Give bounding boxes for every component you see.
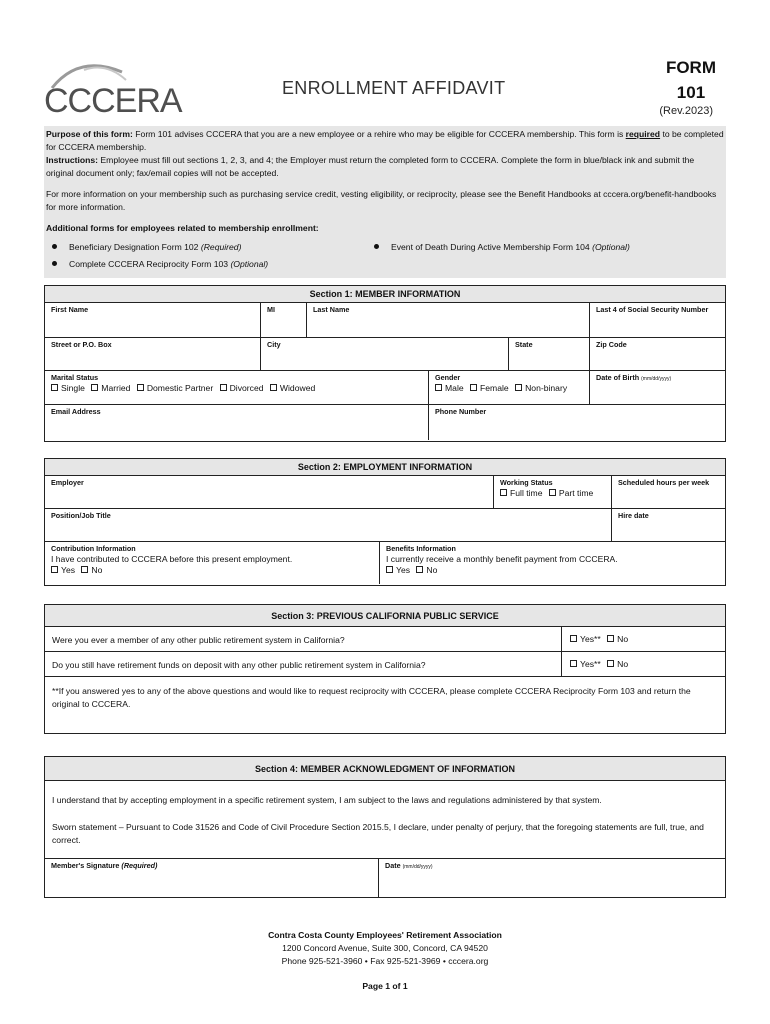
bullet-icon <box>52 261 57 266</box>
list-item: Beneficiary Designation Form 102 (Required) <box>52 241 241 254</box>
section-employment-information <box>44 458 726 586</box>
benefits-no-checkbox[interactable]: No <box>416 565 437 575</box>
mi-field[interactable]: MI <box>260 303 306 337</box>
list-item: Event of Death During Active Membership Form 104 (Optional) <box>374 241 630 254</box>
question-row <box>45 627 725 652</box>
gender-female-checkbox[interactable]: Female <box>470 383 509 393</box>
ssn-field[interactable]: Last 4 of Social Security Number <box>589 303 725 337</box>
benefits-yes-checkbox[interactable]: Yes <box>386 565 410 575</box>
gender-male-checkbox[interactable]: Male <box>435 383 464 393</box>
question-2-text: Do you still have retirement funds on deposit with any other public retirement system in California? <box>52 660 426 670</box>
member-row-status <box>45 371 725 405</box>
page-number: Page 1 of 1 <box>362 981 408 991</box>
phone-field[interactable]: Phone Number <box>428 405 725 440</box>
cccera-logo <box>44 58 182 120</box>
full-time-checkbox[interactable]: Full time <box>500 488 542 498</box>
footer-contact: Phone 925-521-3960 • Fax 925-521-3969 • cccera.org <box>281 956 489 966</box>
list-item: Complete CCCERA Reciprocity Form 103 (Optional) <box>52 258 268 271</box>
form-label: FORM <box>665 58 716 77</box>
logo-text: CCCERA <box>44 82 182 120</box>
section-member-information <box>44 285 726 442</box>
contribution-no-checkbox[interactable]: No <box>81 565 102 575</box>
q1-yes-checkbox[interactable]: Yes** <box>570 634 601 644</box>
footer-address: 1200 Concord Avenue, Suite 300, Concord, CA 94520 <box>282 943 488 953</box>
employer-field[interactable]: Employer <box>51 478 84 487</box>
page-header <box>0 0 770 125</box>
hours-field[interactable]: Scheduled hours per week <box>611 476 725 508</box>
part-time-checkbox[interactable]: Part time <box>549 488 593 498</box>
city-field[interactable]: City <box>260 338 508 370</box>
contribution-field: Contribution Information I have contributed to CCCERA before this present employment. Yes No <box>51 544 293 575</box>
purpose-paragraph <box>46 128 724 154</box>
page-title: ENROLLMENT AFFIDAVIT <box>282 78 506 98</box>
purpose-required: required <box>625 129 661 139</box>
dob-field[interactable]: Date of Birth (mm/dd/yyyy) <box>589 371 725 404</box>
additional-forms-heading: Additional forms for employees related to membership enrollment: <box>46 223 319 233</box>
form-number-block <box>666 55 716 105</box>
marital-status-field: Marital Status Single Married Domestic Partner Divorced Widowed <box>51 373 316 393</box>
marital-married-checkbox[interactable]: Married <box>91 383 130 393</box>
date-field[interactable]: Date (mm/dd/yyyy) <box>378 859 725 897</box>
email-field[interactable]: Email Address <box>51 407 101 416</box>
section-previous-service <box>44 604 726 734</box>
purpose-text: Form 101 advises CCCERA that you are a new employee or a rehire who may be eligible for CCCERA membership. This form is <box>132 129 626 139</box>
bullet-icon <box>52 244 57 249</box>
q2-no-checkbox[interactable]: No <box>607 659 628 669</box>
employment-row-position <box>45 509 725 542</box>
state-field[interactable]: State <box>508 338 589 370</box>
section-1-title: Section 1: MEMBER INFORMATION <box>45 286 725 303</box>
question-row <box>45 652 725 677</box>
purpose-text-end: to be completed for CCCERA membership. <box>46 129 724 152</box>
instructions-label: Instructions: <box>46 155 99 165</box>
section-member-acknowledgment <box>44 756 726 898</box>
form-revision: (Rev.2023) <box>659 105 713 117</box>
additional-forms-list <box>46 241 724 277</box>
position-field[interactable]: Position/Job Title <box>51 511 111 520</box>
footer-org: Contra Costa County Employees' Retirement Association <box>268 930 502 940</box>
question-1-text: Were you ever a member of any other public retirement system in California? <box>52 635 345 645</box>
form-number: 101 <box>676 83 706 102</box>
signature-row <box>45 858 725 897</box>
acknowledgment-paragraph: I understand that by accepting employment in a specific retirement system, I am subject to the laws and regulations administered by that system. <box>52 795 602 805</box>
question-1-answers <box>561 627 726 651</box>
section-4-title: Section 4: MEMBER ACKNOWLEDGMENT OF INFORMATION <box>45 757 725 781</box>
gender-field: Gender Male Female Non-binary <box>428 371 589 404</box>
question-2-answers <box>561 652 726 676</box>
contribution-yes-checkbox[interactable]: Yes <box>51 565 75 575</box>
employment-row-employer <box>45 476 725 509</box>
marital-single-checkbox[interactable]: Single <box>51 383 85 393</box>
zip-field[interactable]: Zip Code <box>589 338 725 370</box>
last-name-field[interactable]: Last Name <box>306 303 589 337</box>
instructions-box <box>44 126 726 278</box>
instructions-paragraph <box>46 154 724 180</box>
benefits-field: Benefits Information I currently receive a monthly benefit payment from CCCERA. Yes No <box>379 542 725 584</box>
sworn-statement-paragraph: Sworn statement – Pursuant to Code 31526 and Code of Civil Procedure Section 2015.5, I declare, under penalty of perjury, that the foregoing statements are full, true, and correct. <box>52 822 704 845</box>
q2-yes-checkbox[interactable]: Yes** <box>570 659 601 669</box>
employment-row-history <box>45 542 725 584</box>
working-status-field: Working Status Full time Part time <box>493 476 611 508</box>
member-row-name <box>45 303 725 338</box>
member-row-contact <box>45 405 725 440</box>
reciprocity-note: **If you answered yes to any of the above questions and would like to request reciprocity with CCCERA, please complete CCCERA Reciprocity Form 103 and return the original to CCCERA. <box>52 686 691 709</box>
marital-domestic-partner-checkbox[interactable]: Domestic Partner <box>137 383 213 393</box>
gender-nonbinary-checkbox[interactable]: Non-binary <box>515 383 567 393</box>
section-2-title: Section 2: EMPLOYMENT INFORMATION <box>45 459 725 476</box>
signature-field[interactable]: Member's Signature (Required) <box>51 861 158 870</box>
purpose-label: Purpose of this form: <box>46 129 133 139</box>
q1-no-checkbox[interactable]: No <box>607 634 628 644</box>
more-info-paragraph: For more information on your membership such as purchasing service credit, vesting eligibility, or reciprocity, please see the Benefit Handbooks at cccera.org/benefit-handbooks for more information. <box>46 189 717 212</box>
bullet-icon <box>374 244 379 249</box>
page-footer <box>0 929 770 968</box>
first-name-field[interactable]: First Name <box>51 305 89 314</box>
member-row-address <box>45 338 725 371</box>
section-3-title: Section 3: PREVIOUS CALIFORNIA PUBLIC SERVICE <box>45 605 725 627</box>
marital-divorced-checkbox[interactable]: Divorced <box>220 383 264 393</box>
hire-date-field[interactable]: Hire date <box>611 509 725 541</box>
instructions-text: Employee must fill out sections 1, 2, 3, and 4; the Employer must return the completed form to CCCERA. Complete the form in blue/black ink and submit the original document only; fax/email copies will not be accepted. <box>46 155 695 178</box>
marital-widowed-checkbox[interactable]: Widowed <box>270 383 315 393</box>
street-field[interactable]: Street or P.O. Box <box>51 340 112 349</box>
